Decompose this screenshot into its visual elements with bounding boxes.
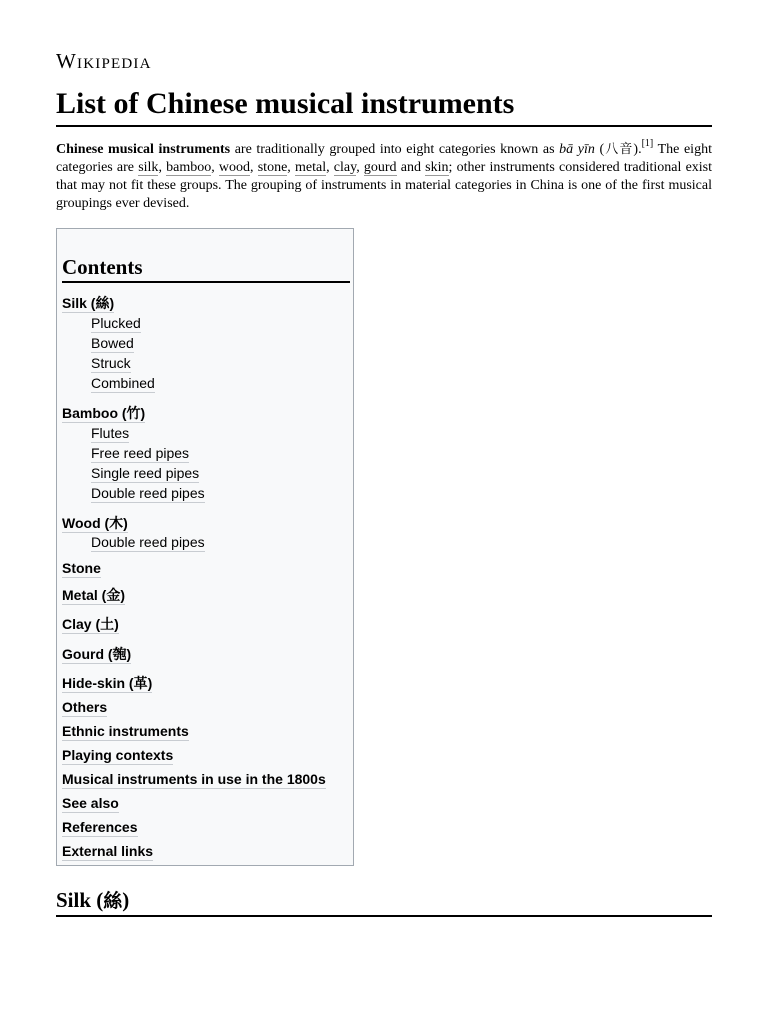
- toc-item[interactable]: [62, 747, 173, 763]
- toc-item-label: Gourd (匏): [62, 646, 132, 662]
- section-heading-text: Silk (: [56, 888, 104, 912]
- term-cjk: 八音: [604, 142, 634, 157]
- section-heading-close: ): [122, 888, 130, 912]
- intro-paragraph: [56, 138, 713, 213]
- toc-item-label: Musical instruments in use in the 1800s: [62, 771, 326, 787]
- toc-item[interactable]: [62, 646, 131, 662]
- toc-item[interactable]: [91, 355, 131, 371]
- intro-text: The eight categories are: [56, 142, 712, 175]
- toc-item[interactable]: [62, 616, 119, 632]
- toc-item-label: Combined: [91, 375, 155, 391]
- toc-item[interactable]: [62, 295, 114, 311]
- link-wood[interactable]: wood: [218, 160, 251, 175]
- toc-item[interactable]: [62, 405, 145, 421]
- toc-item-label: Ethnic instruments: [62, 723, 189, 739]
- toc-item[interactable]: [62, 795, 119, 811]
- toc-item-label: Double reed pipes: [91, 534, 205, 550]
- toc-title: Contents: [62, 255, 350, 283]
- link-clay[interactable]: clay: [333, 160, 357, 175]
- intro-lead: Chinese musical instruments: [56, 142, 231, 157]
- toc-item[interactable]: [91, 335, 134, 351]
- toc-item-label: Wood (木): [62, 515, 128, 531]
- toc-item-label: Free reed pipes: [91, 445, 190, 461]
- toc-item[interactable]: [91, 375, 155, 391]
- page-title: List of Chinese musical instruments: [56, 87, 515, 120]
- intro-text: are traditionally grouped into eight categories known as: [230, 142, 560, 157]
- toc-item-label: Others: [62, 699, 108, 715]
- intro-text: ,: [158, 160, 167, 175]
- toc-item[interactable]: [62, 819, 138, 835]
- toc-item[interactable]: [62, 843, 153, 859]
- toc-item-label: Double reed pipes: [91, 485, 205, 501]
- intro-text: and: [396, 160, 426, 175]
- toc-item-label: Flutes: [91, 425, 130, 441]
- toc-item[interactable]: [62, 699, 107, 715]
- intro-text: ,: [326, 160, 334, 175]
- wikipedia-wordmark[interactable]: Wikipedia: [56, 49, 152, 73]
- title-rule: [56, 125, 712, 127]
- toc-item[interactable]: [62, 675, 152, 691]
- toc-item[interactable]: [91, 465, 199, 481]
- toc-item-label: See also: [62, 795, 119, 811]
- toc-item-label: Playing contexts: [62, 747, 174, 763]
- toc-item[interactable]: [62, 771, 326, 787]
- toc-item[interactable]: [91, 445, 189, 461]
- section-heading-cjk: 絲: [103, 890, 123, 912]
- intro-text: (: [594, 142, 605, 157]
- intro-text: ; other instruments considered traditional exist that may not fit these groups. The grouping of instruments in material categories in China is one of the first musical groupings ever devised.: [56, 160, 713, 211]
- link-skin[interactable]: skin: [425, 160, 449, 175]
- table-of-contents: [56, 228, 354, 866]
- toc-item-label: Silk (絲): [62, 295, 115, 311]
- toc-item[interactable]: [91, 534, 205, 550]
- toc-item-label: Clay (土): [62, 616, 119, 632]
- toc-item-label: References: [62, 819, 138, 835]
- link-bamboo[interactable]: bamboo: [166, 160, 212, 175]
- intro-text: ,: [211, 160, 219, 175]
- toc-item-label: Hide-skin (革): [62, 675, 153, 691]
- link-stone[interactable]: stone: [257, 160, 288, 175]
- intro-text: ,: [287, 160, 295, 175]
- toc-item[interactable]: [91, 485, 205, 501]
- toc-item-label: Plucked: [91, 315, 141, 331]
- toc-item[interactable]: [62, 560, 101, 576]
- toc-item[interactable]: [91, 425, 129, 441]
- toc-item[interactable]: [62, 723, 189, 739]
- term-ba-yin: bā yīn: [559, 142, 595, 157]
- toc-item[interactable]: [91, 315, 141, 331]
- toc-item[interactable]: [62, 587, 125, 603]
- toc-item-label: Metal (金): [62, 587, 125, 603]
- intro-text: ).: [633, 142, 642, 157]
- intro-text: ,: [356, 160, 364, 175]
- link-gourd[interactable]: gourd: [363, 160, 397, 175]
- toc-item-label: External links: [62, 843, 154, 859]
- reference-link-1[interactable]: [1]: [641, 138, 654, 150]
- toc-item-label: Bowed: [91, 335, 134, 351]
- toc-item-label: Bamboo (竹): [62, 405, 146, 421]
- toc-item-label: Struck: [91, 355, 131, 371]
- section-heading-silk: [56, 887, 712, 914]
- toc-item-label: Single reed pipes: [91, 465, 200, 481]
- section-rule: [56, 915, 712, 917]
- intro-text: ,: [250, 160, 258, 175]
- link-silk[interactable]: silk: [138, 160, 159, 175]
- link-metal[interactable]: metal: [294, 160, 327, 175]
- toc-item[interactable]: [62, 515, 128, 531]
- toc-item-label: Stone: [62, 560, 101, 576]
